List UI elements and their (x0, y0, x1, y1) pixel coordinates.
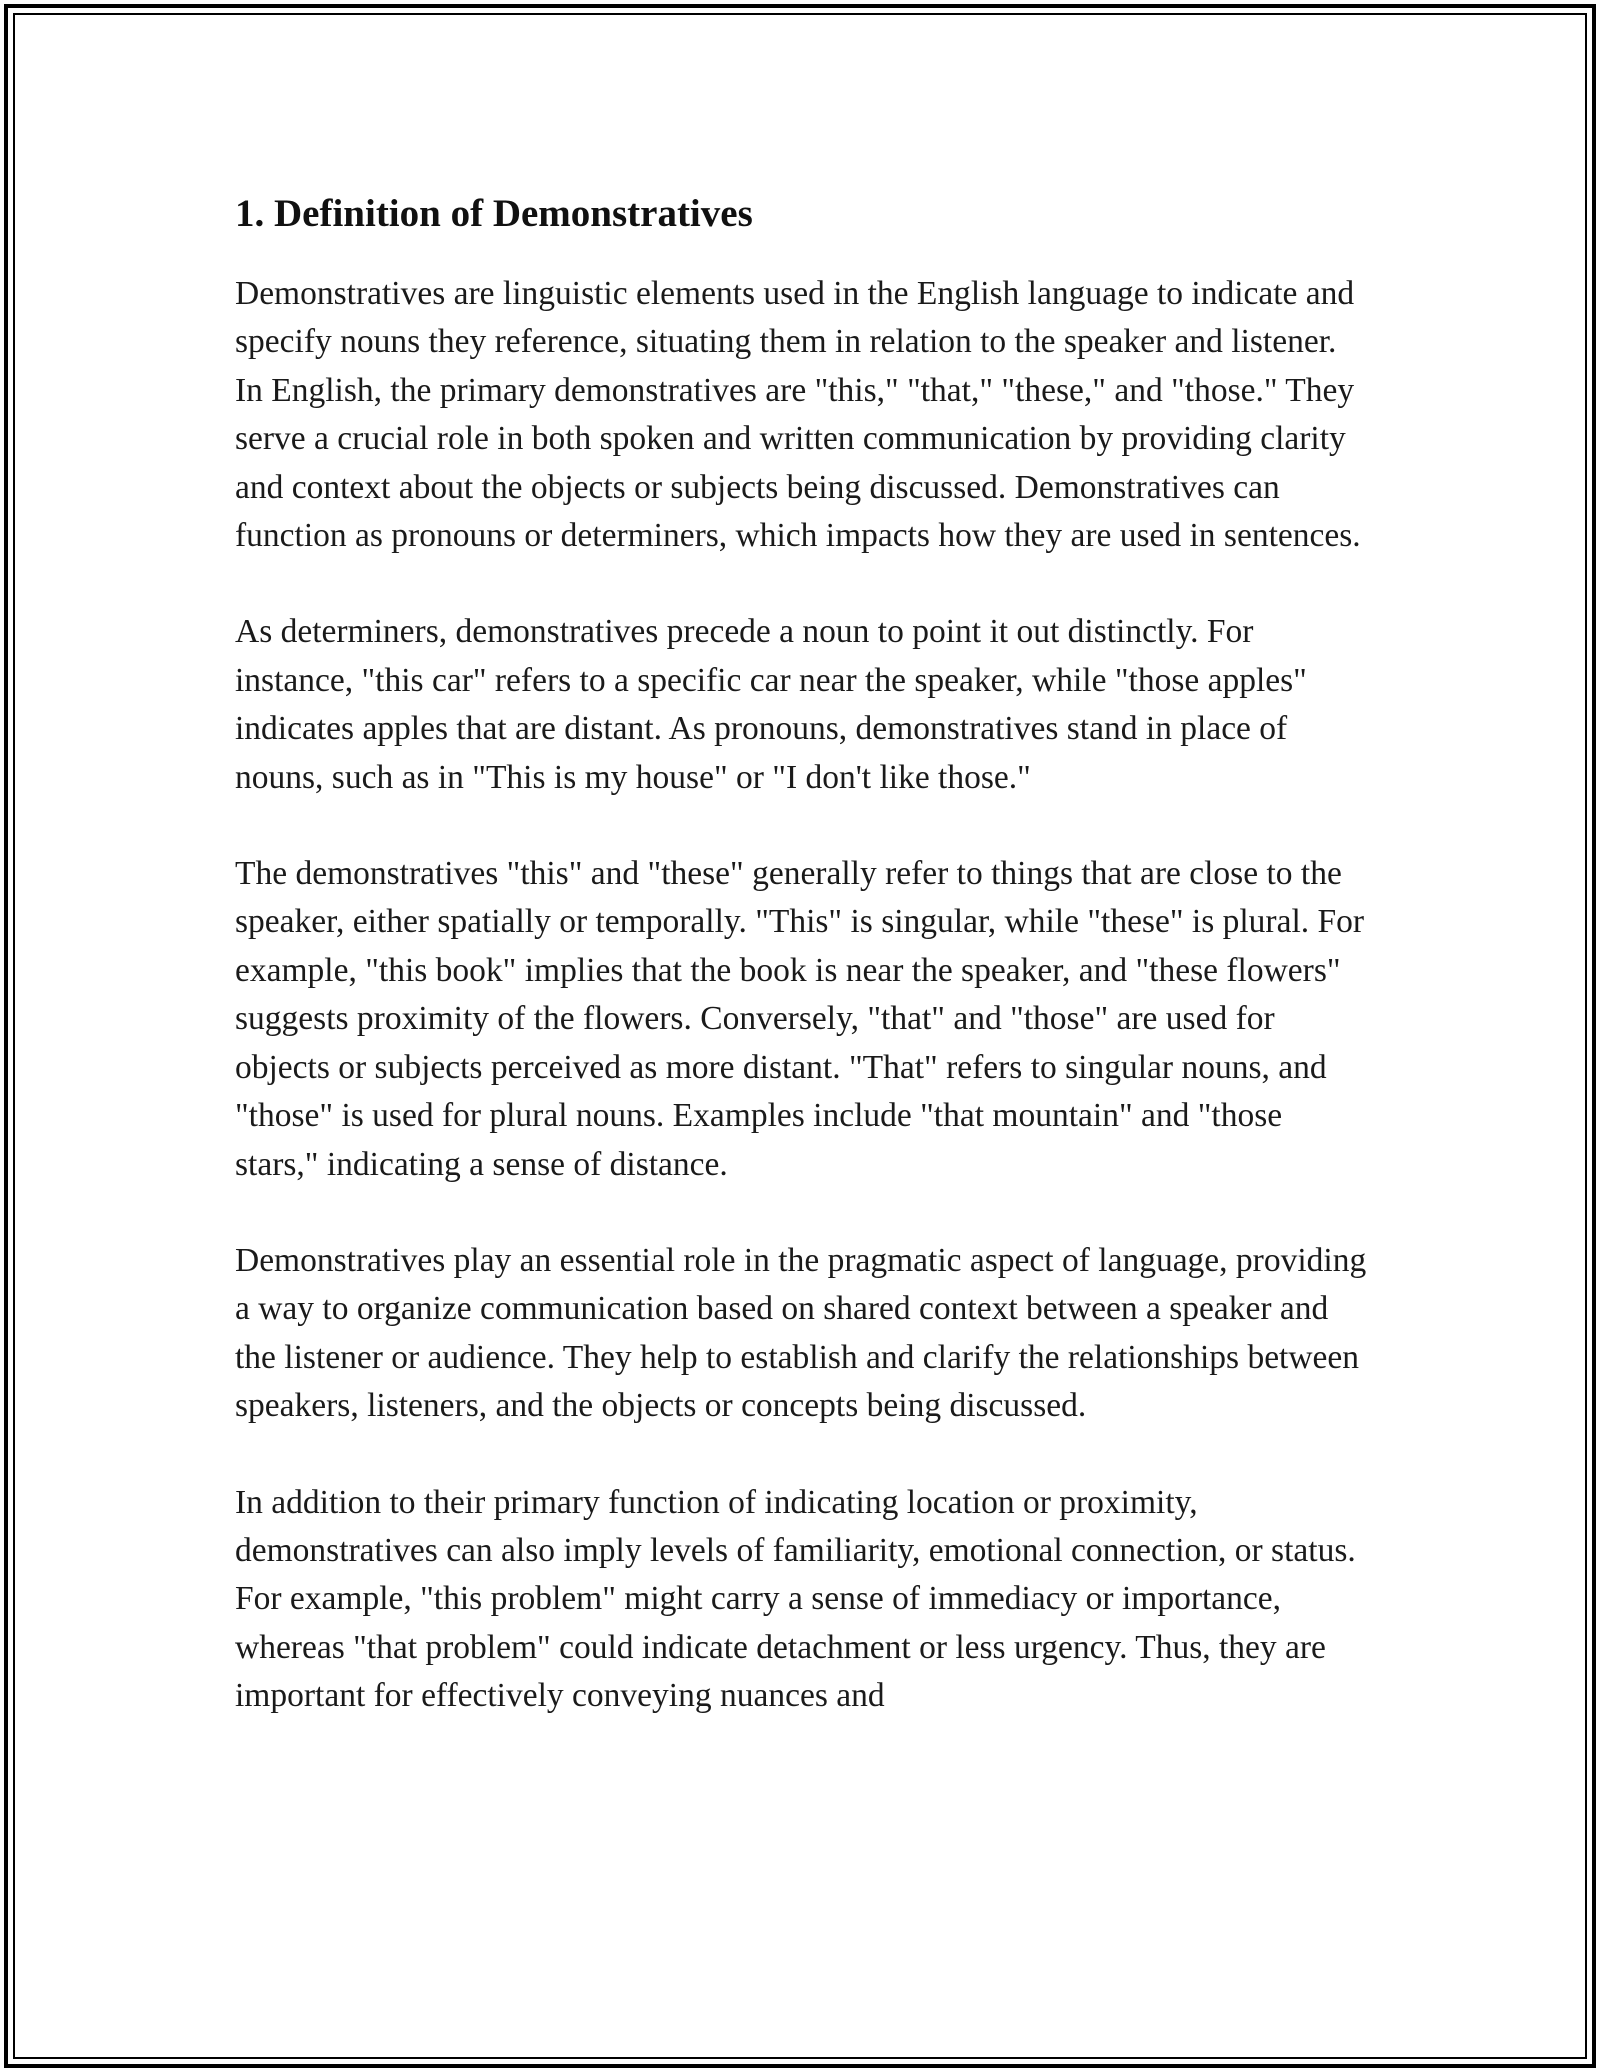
paragraph-pragmatics: Demonstratives play an essential role in the pragmatic aspect of language, providing a way to organize communication based on shared context between a speaker and the listener or audience. They help to establish and clarify the relationships between speakers, listeners, and the objects or concepts being discussed. (235, 1241, 1367, 1425)
paragraph-definition: Demonstratives are linguistic elements used in the English language to indicate and specify nouns they reference, situating them in relation to the speaker and listener. In English, the primary demonstratives are "this," "that," "these," and "those." They serve a crucial role in both spoken and written communication by providing clarity and context about the objects or subjects being discussed. Demonstratives can function as pronouns or determiners, which impacts how they are used in sentences. (235, 275, 1361, 555)
document-body (235, 186, 1370, 1769)
paragraph-determiners: As determiners, demonstratives precede a noun to point it out distinctly. For instance, "this car" refers to a specific car near the speaker, while "those apples" indicates apples that are distant. As pronouns, demonstratives stand in place of nouns, such as in "This is my house" or "I don't like those." (235, 613, 1307, 796)
paragraph-proximity: The demonstratives "this" and "these" generally refer to things that are close to the speaker, either spatially or temporally. "This" is singular, while "these" is plural. For example, "this book" implies that the book is near the speaker, and "these flowers" suggests proximity of the flowers. Conversely, "that" and "those" are used for objects or subjects perceived as more distant. "That" refers to singular nouns, and "those" is used for plural nouns. Examples include "that mountain" and "those stars," indicating a sense of distance. (235, 855, 1365, 1183)
section-heading: 1. Definition of Demonstratives (235, 192, 753, 235)
paragraph-nuance: In addition to their primary function of indicating location or proximity, demonstratives can also imply levels of familiarity, emotional connection, or status. For example, "this problem" might carry a sense of immediacy or importance, whereas "that problem" could indicate detachment or less urgency. Thus, they are important for effectively conveying nuances and (235, 1483, 1356, 1715)
